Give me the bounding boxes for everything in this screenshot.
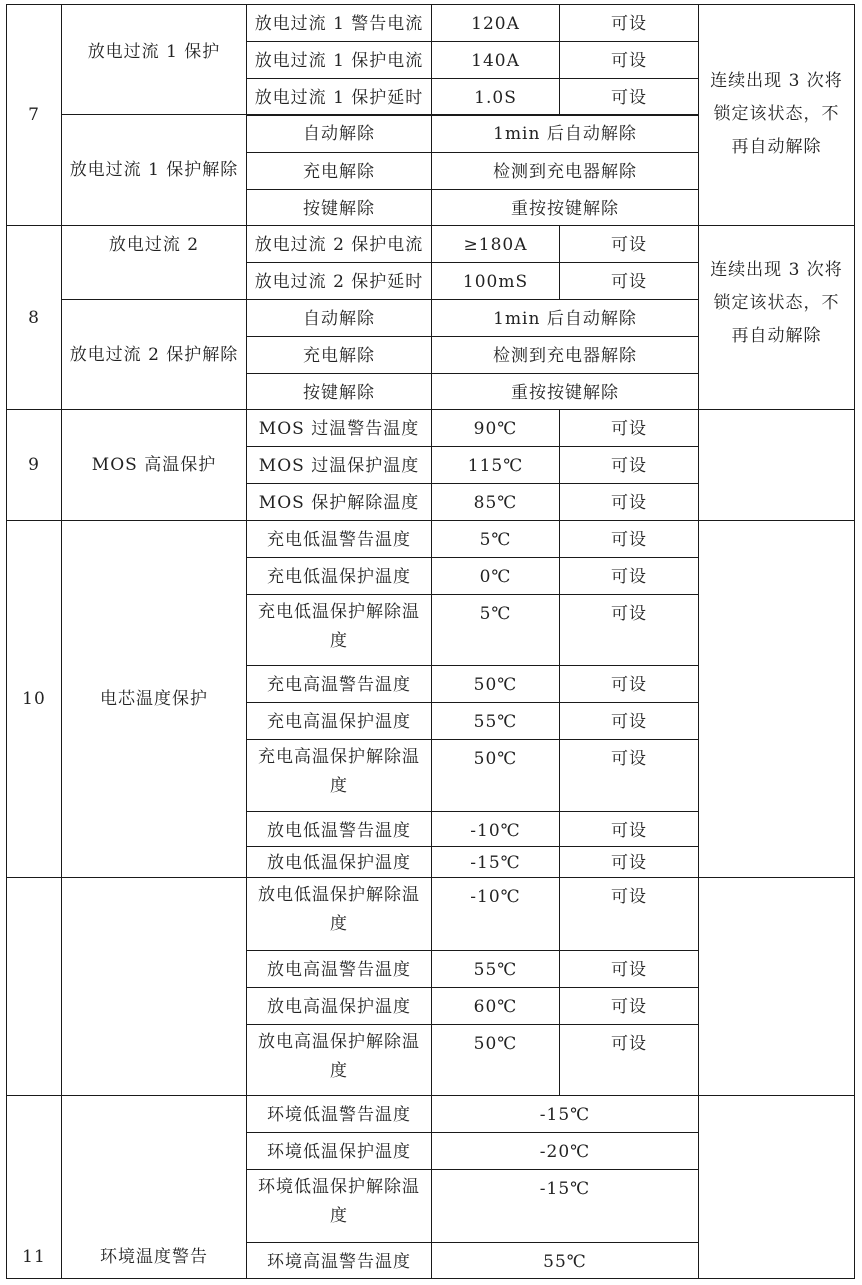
param-name: 充电低温保护温度 xyxy=(246,557,432,595)
param-name: 放电过流 2 保护电流 xyxy=(246,225,432,263)
param-value: 0℃ xyxy=(431,557,560,595)
param-name: 放电过流 1 保护电流 xyxy=(246,41,432,79)
param-name: 放电高温保护解除温度 xyxy=(246,1024,432,1096)
release-group-name: 放电过流 1 保护解除 xyxy=(61,114,247,226)
param-value: 85℃ xyxy=(431,483,560,521)
param-setting: 可设 xyxy=(559,41,699,79)
param-value: 50℃ xyxy=(431,1024,560,1096)
release-description: 检测到充电器解除 xyxy=(431,152,699,190)
param-value: 140A xyxy=(431,41,560,79)
release-group-name: 放电过流 2 保护解除 xyxy=(61,299,247,410)
row-number: 9 xyxy=(6,409,62,521)
param-name: 放电过流 2 保护延时 xyxy=(246,262,432,300)
release-method: 按键解除 xyxy=(246,373,432,410)
param-value: 115℃ xyxy=(431,446,560,484)
release-method: 自动解除 xyxy=(246,299,432,337)
param-setting: 可设 xyxy=(559,262,699,300)
param-name: 充电低温警告温度 xyxy=(246,520,432,558)
param-name: 环境低温保护解除温度 xyxy=(246,1169,432,1243)
param-setting: 可设 xyxy=(559,78,699,116)
protection-group-name: 放电过流 1 保护 xyxy=(61,4,247,115)
param-name: 充电高温保护解除温度 xyxy=(246,739,432,812)
param-setting: 可设 xyxy=(559,702,699,740)
lock-note: 连续出现 3 次将锁定该状态，不再自动解除 xyxy=(698,4,855,226)
param-setting: 可设 xyxy=(559,409,699,447)
empty-note-cell xyxy=(698,520,855,878)
param-value: 60℃ xyxy=(431,987,560,1025)
param-setting: 可设 xyxy=(559,1024,699,1096)
protection-group-name: 放电过流 2 xyxy=(61,225,247,300)
param-value: 100mS xyxy=(431,262,560,300)
release-method: 按键解除 xyxy=(246,189,432,226)
param-value: 55℃ xyxy=(431,950,560,988)
param-setting: 可设 xyxy=(559,520,699,558)
release-method: 自动解除 xyxy=(246,114,432,153)
param-name: 充电高温警告温度 xyxy=(246,665,432,703)
param-name: 环境低温保护温度 xyxy=(246,1132,432,1170)
empty-note-cell xyxy=(698,1095,855,1279)
param-setting: 可设 xyxy=(559,446,699,484)
release-method: 充电解除 xyxy=(246,336,432,374)
param-name: MOS 过温保护温度 xyxy=(246,446,432,484)
release-description: 1min 后自动解除 xyxy=(431,114,699,153)
param-name: MOS 保护解除温度 xyxy=(246,483,432,521)
param-setting: 可设 xyxy=(559,950,699,988)
protection-group-name: 环境温度警告 xyxy=(61,1095,247,1279)
param-setting: 可设 xyxy=(559,557,699,595)
param-name: 充电高温保护温度 xyxy=(246,702,432,740)
param-setting: 可设 xyxy=(559,739,699,812)
param-setting: 可设 xyxy=(559,987,699,1025)
param-name: 放电高温保护温度 xyxy=(246,987,432,1025)
release-description: 1min 后自动解除 xyxy=(431,299,699,337)
param-name: 放电过流 1 保护延时 xyxy=(246,78,432,116)
param-value: -10℃ xyxy=(431,811,560,847)
empty-note-cell xyxy=(698,877,855,1096)
param-setting: 可设 xyxy=(559,811,699,847)
param-name: 放电低温警告温度 xyxy=(246,811,432,847)
lock-note: 连续出现 3 次将锁定该状态，不再自动解除 xyxy=(698,225,855,410)
param-setting: 可设 xyxy=(559,483,699,521)
param-value: 55℃ xyxy=(431,1242,699,1279)
row-number: 8 xyxy=(6,225,62,410)
empty-note-cell xyxy=(698,409,855,521)
param-value: 5℃ xyxy=(431,520,560,558)
protection-group-name: 电芯温度保护 xyxy=(61,520,247,878)
param-value: -20℃ xyxy=(431,1132,699,1170)
param-setting: 可设 xyxy=(559,4,699,42)
param-name: 放电高温警告温度 xyxy=(246,950,432,988)
row-number: 11 xyxy=(6,1095,62,1279)
protection-group-name-empty xyxy=(61,877,247,1096)
param-value: 55℃ xyxy=(431,702,560,740)
param-name: MOS 过温警告温度 xyxy=(246,409,432,447)
param-setting: 可设 xyxy=(559,594,699,666)
param-value: -15℃ xyxy=(431,1095,699,1133)
param-name: 放电低温保护解除温度 xyxy=(246,877,432,951)
row-number-empty xyxy=(6,877,62,1096)
param-value: 90℃ xyxy=(431,409,560,447)
param-value: 50℃ xyxy=(431,665,560,703)
release-description: 检测到充电器解除 xyxy=(431,336,699,374)
release-description: 重按按键解除 xyxy=(431,189,699,226)
param-value: ≥180A xyxy=(431,225,560,263)
param-value: -10℃ xyxy=(431,877,560,951)
param-setting: 可设 xyxy=(559,665,699,703)
param-name: 放电过流 1 警告电流 xyxy=(246,4,432,42)
row-number: 7 xyxy=(6,4,62,226)
param-setting: 可设 xyxy=(559,846,699,878)
param-value: 120A xyxy=(431,4,560,42)
param-value: 5℃ xyxy=(431,594,560,666)
param-value: 1.0S xyxy=(431,78,560,116)
param-value: -15℃ xyxy=(431,846,560,878)
param-name: 放电低温保护温度 xyxy=(246,846,432,878)
row-number: 10 xyxy=(6,520,62,878)
protection-group-name: MOS 高温保护 xyxy=(61,409,247,521)
param-setting: 可设 xyxy=(559,225,699,263)
param-setting: 可设 xyxy=(559,877,699,951)
release-description: 重按按键解除 xyxy=(431,373,699,410)
param-value: -15℃ xyxy=(431,1169,699,1243)
param-value: 50℃ xyxy=(431,739,560,812)
param-name: 充电低温保护解除温度 xyxy=(246,594,432,666)
param-name: 环境低温警告温度 xyxy=(246,1095,432,1133)
param-name: 环境高温警告温度 xyxy=(246,1242,432,1279)
release-method: 充电解除 xyxy=(246,152,432,190)
